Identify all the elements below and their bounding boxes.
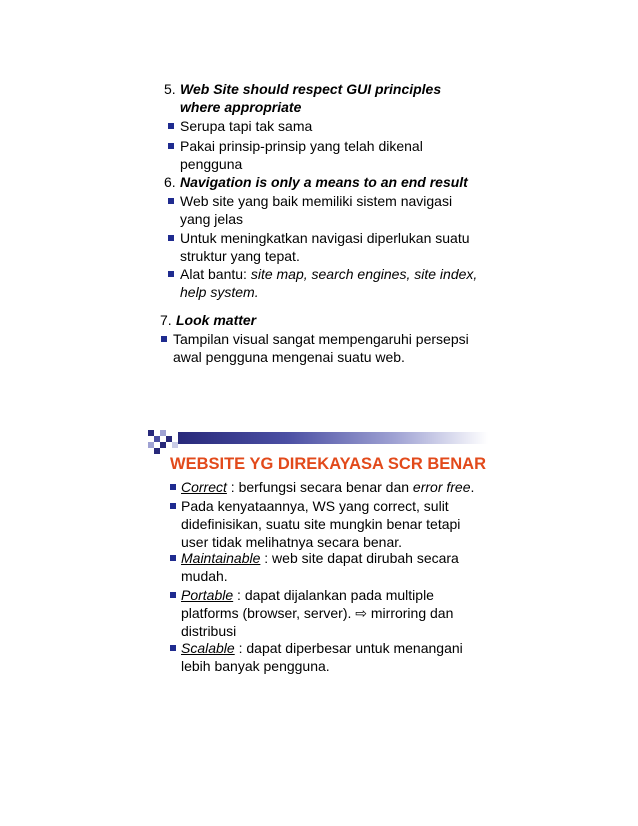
- bullet-icon: [168, 198, 174, 204]
- item-5-title-cont: where appropriate: [180, 99, 302, 115]
- definition-line-2: didefinisikan, suatu site mungkin benar tetapi: [181, 516, 461, 532]
- correct-end: .: [470, 479, 475, 495]
- item-5-bullet-2: [180, 137, 423, 173]
- arrow-right-icon: ⇨: [355, 605, 367, 621]
- scalable-item: [181, 639, 463, 675]
- item-6-bullet-2-line-2: struktur yang tepat.: [180, 248, 300, 264]
- maintainable-text: : web site dapat dirubah secara: [260, 550, 459, 566]
- bullet-icon: [168, 271, 174, 277]
- item-6-bullet-1: [180, 192, 452, 228]
- item-5: [164, 80, 441, 116]
- item-7-number: 7.: [160, 312, 172, 328]
- bullet-icon: [168, 123, 174, 129]
- bullet-icon: [170, 592, 176, 598]
- item-5-bullet-2-line-1: Pakai prinsip-prinsip yang telah dikenal: [180, 138, 423, 154]
- item-5-bullet-1: Serupa tapi tak sama: [180, 118, 313, 134]
- bullet-icon: [161, 336, 167, 342]
- correct-italic: error free: [412, 479, 471, 495]
- item-6-bullet-2-line-1: Untuk meningkatkan navigasi diperlukan suatu: [180, 230, 470, 246]
- definition-line-1: Pada kenyataannya, WS yang correct, sulit: [181, 498, 449, 514]
- bullet-icon: [168, 143, 174, 149]
- portable-text: : dapat dijalankan pada multiple: [233, 587, 434, 603]
- maintainable-term: Maintainable: [181, 550, 261, 566]
- item-7: [160, 311, 256, 329]
- bullet-icon: [170, 484, 176, 490]
- item-6-bullet-3-line-2: help system.: [180, 284, 259, 300]
- portable-line-2-end: mirroring dan: [367, 605, 454, 621]
- bullet-icon: [170, 503, 176, 509]
- slide-header-bar: [178, 432, 488, 444]
- item-7-bullet-1: [173, 330, 469, 366]
- item-6-bullet-3-prefix: Alat bantu:: [180, 266, 251, 282]
- item-7-bullet-1-line-1: Tampilan visual sangat mempengaruhi persepsi: [173, 331, 469, 347]
- correct-text: : berfungsi secara benar dan: [226, 479, 413, 495]
- item-6: [164, 173, 468, 191]
- bullet-icon: [170, 645, 176, 651]
- bullet-icon: [170, 555, 176, 561]
- item-5-number: 5.: [164, 81, 176, 97]
- item-6-bullet-2: [180, 229, 470, 265]
- correct-term: Correct: [181, 479, 227, 495]
- item-7-bullet-1-line-2: awal pengguna mengenai suatu web.: [173, 349, 405, 365]
- item-5-bullet-2-line-2: pengguna: [180, 156, 243, 172]
- definition-item: [181, 497, 460, 551]
- portable-term: Portable: [181, 587, 234, 603]
- item-7-title: Look matter: [176, 312, 257, 328]
- correct-item: [181, 478, 474, 496]
- scalable-line-2: lebih banyak pengguna.: [181, 658, 330, 674]
- maintainable-line-2: mudah.: [181, 568, 228, 584]
- item-6-bullet-1-line-1: Web site yang baik memiliki sistem navigasi: [180, 193, 453, 209]
- portable-item: [181, 586, 453, 640]
- bullet-icon: [168, 235, 174, 241]
- scalable-text: : dapat diperbesar untuk menangani: [234, 640, 463, 656]
- portable-line-3: distribusi: [181, 623, 237, 639]
- item-5-title: Web Site should respect GUI principles: [180, 81, 442, 97]
- portable-line-2: platforms (browser, server).: [181, 605, 356, 621]
- item-6-bullet-1-line-2: yang jelas: [180, 211, 244, 227]
- definition-line-3: user tidak melihatnya secara benar.: [181, 534, 403, 550]
- item-6-number: 6.: [164, 174, 176, 190]
- item-6-bullet-3-tools: site map, search engines, site index,: [250, 266, 478, 282]
- scalable-term: Scalable: [181, 640, 235, 656]
- section-heading: WEBSITE YG DIREKAYASA SCR BENAR: [170, 455, 487, 473]
- maintainable-item: [181, 549, 459, 585]
- item-6-title: Navigation is only a means to an end result: [180, 174, 468, 190]
- item-6-bullet-3: [180, 265, 477, 301]
